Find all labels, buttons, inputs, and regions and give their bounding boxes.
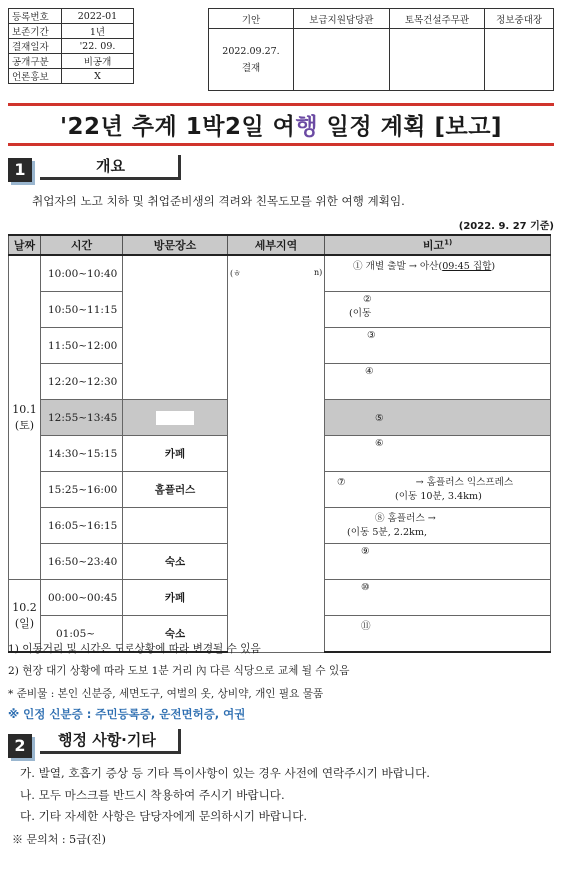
info-value: 2022-01 [62,9,134,24]
day1-weekday: (토) [14,418,35,432]
preparation-note: * 준비물 : 본인 신분증, 세면도구, 여벌의 옷, 상비약, 개인 필요 물품 [8,688,324,700]
day2-date: 10.2 [12,600,37,614]
place-cell: 숙소 [123,616,228,653]
place-cell: 숙소 [123,544,228,580]
section-title [40,729,181,754]
redacted-box [156,411,194,425]
note-cell [325,580,551,616]
draft-date: 2022.09.27. [222,45,280,57]
note-mid: → 홈플러스 익스프레스 [415,477,514,488]
day2-weekday: (일) [14,616,35,630]
approval-header: 토목건설주무관 [389,9,485,29]
note-underline: 09:45 집합 [442,261,492,272]
approval-signature-cell [485,29,554,91]
schedule-table [8,234,551,653]
section-number: 2 [8,734,32,758]
note-text: ⑤ [375,413,384,424]
footnote-1: 1) 이동거리 및 시간은 도로상황에 따라 변경될 수 있음 [8,643,261,655]
region-fragment: (ㅎ [230,269,241,278]
header-place: 방문장소 [123,235,228,255]
time-cell: 11:50~12:00 [41,328,123,364]
note-text: ② [363,294,372,305]
time-cell: 00:00~00:45 [41,580,123,616]
note-text: ⑪ [361,621,371,632]
as-of-date: (2022. 9. 27 기준) [458,221,554,232]
approval-signature-cell [389,29,485,91]
info-value: 비공개 [62,54,134,69]
note-cell [325,508,551,544]
approval-header: 정보중대장 [485,9,554,29]
time-cell: 16:50~23:40 [41,544,123,580]
time-cell: 10:50~11:15 [41,292,123,328]
time-cell: 01:05~ [41,616,123,653]
section-title-text: 개요 [96,157,125,175]
time-cell: 16:05~16:15 [41,508,123,544]
header-date: 날짜 [9,235,41,255]
note-text-2: (이동 5분, 2.2km, [347,527,428,538]
note-text: ③ [367,330,376,341]
note-cell [325,616,551,653]
time-cell: 15:25~16:00 [41,472,123,508]
table-row [9,255,551,292]
note-cell [325,544,551,580]
time-cell: 10:00~10:40 [41,255,123,292]
info-key: 언론홍보 [9,69,62,84]
note-cell [325,400,551,436]
info-key: 보존기간 [9,24,62,39]
title-prefix: '22년 추계 1박2일 여 [60,114,296,140]
note-text: ⑥ [375,438,384,449]
header-note [325,235,551,255]
section-title-text: 행정 사항·기타 [58,731,156,749]
header-note-sup: 1) [444,238,453,247]
admin-item: 나. 모두 마스크를 반드시 착용하여 주시기 바랍니다. [20,788,285,802]
note-cell [325,328,551,364]
approval-header: 기안 [209,9,294,29]
info-key: 결재일자 [9,39,62,54]
place-cell: 카페 [123,580,228,616]
note-text: ⑧ 홈플러스 → [375,513,436,524]
summary-text: 취업자의 노고 치하 및 취업준비생의 격려와 친목도모를 위한 여행 계획임. [32,194,405,208]
note-cell [325,436,551,472]
title-suffix: 일정 계획 [보고] [318,114,502,140]
admin-item: 가. 발열, 호흡기 증상 등 기타 특이사항이 있는 경우 사전에 연락주시기 바랍니다. [20,766,430,780]
document-info-table [8,8,134,84]
info-key: 등록번호 [9,9,62,24]
approval-draft-cell [209,29,294,91]
place-cell [123,508,228,544]
header-region: 세부지역 [228,235,325,255]
note-text: ① 개별 출발 → 아산( [353,261,443,272]
note-text: ⑩ [361,582,370,593]
info-value: '22. 09. [62,39,134,54]
region-fragment: n) [314,268,323,277]
time-cell: 12:20~12:30 [41,364,123,400]
time-cell: 14:30~15:15 [41,436,123,472]
draft-status: 결재 [241,62,261,74]
note-cell [325,364,551,400]
header-time: 시간 [41,235,123,255]
note-cell [325,255,551,292]
id-note: ※ 인정 신분증 : 주민등록증, 운전면허증, 여권 [8,707,246,721]
approval-signature-cell [294,29,390,91]
page-title [8,108,554,141]
note-end: ) [491,261,496,272]
note-cell [325,472,551,508]
footnote-2: 2) 현장 대기 상황에 따라 도보 1분 거리 內 다른 식당으로 교체 될 수 있음 [8,665,350,677]
admin-item: 다. 기타 자세한 사항은 담당자에게 문의하시기 바랍니다. [20,809,308,823]
region-cell [228,255,325,652]
day1-date: 10.1 [12,402,37,416]
note-cell [325,292,551,328]
info-key: 공개구분 [9,54,62,69]
approval-table [208,8,554,91]
section-title [40,155,181,180]
section-number: 1 [8,158,32,182]
time-cell: 12:55~13:45 [41,400,123,436]
title-highlight: 행 [295,114,319,140]
title-rule-top [8,103,554,106]
approval-header: 보급지원담당관 [294,9,390,29]
note-text: ④ [365,366,374,377]
note-text: ⑨ [361,546,370,557]
title-rule-bottom [8,143,554,146]
note-text-2: (이동 10분, 3.4km) [395,491,482,502]
contact-info: ※ 문의처 : 5급(진) [12,833,106,846]
place-cell: 홈플러스 [123,472,228,508]
place-cell [123,400,228,436]
note-text: ⑦ [337,477,346,488]
info-value: 1년 [62,24,134,39]
day1-date-cell [9,255,41,580]
info-value: X [62,69,134,84]
note-text-2: (이동 [349,308,372,319]
place-cell: 카페 [123,436,228,472]
header-note-label: 비고 [422,239,445,252]
place-cell [123,255,228,400]
